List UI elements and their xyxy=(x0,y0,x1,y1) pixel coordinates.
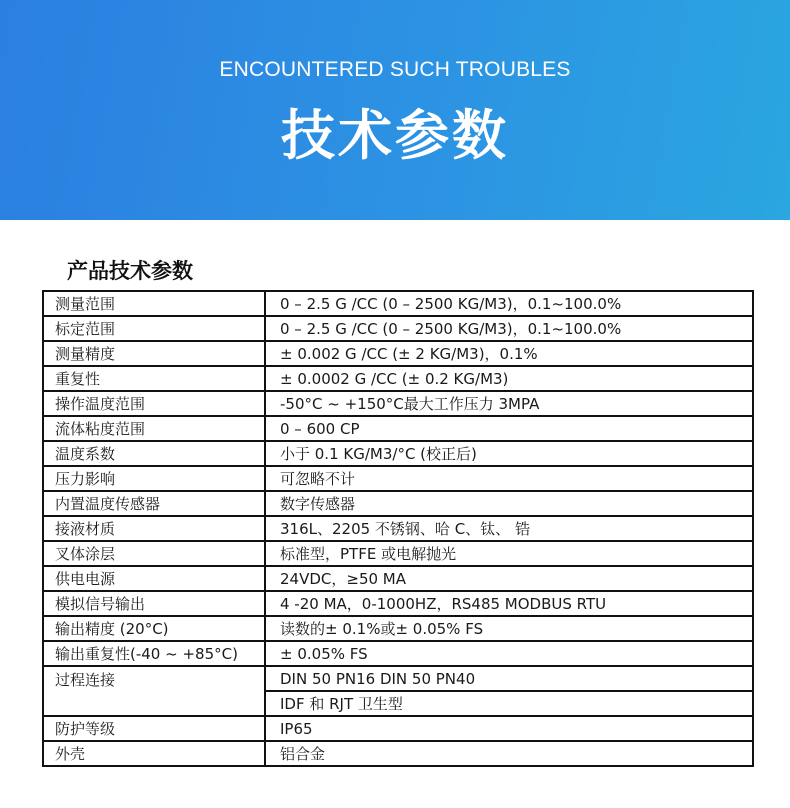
table-row xyxy=(43,491,753,516)
spec-label: 操作温度范围 xyxy=(43,391,265,416)
spec-value: DIN 50 PN16 DIN 50 PN40 xyxy=(265,666,753,691)
spec-value: 0 – 2.5 G /CC (0 – 2500 KG/M3)，0.1~100.0% xyxy=(265,316,753,341)
spec-label: 过程连接 xyxy=(43,666,265,716)
spec-value: ± 0.002 G /CC (± 2 KG/M3)，0.1% xyxy=(265,341,753,366)
table-row xyxy=(43,341,753,366)
spec-label: 测量范围 xyxy=(43,291,265,316)
table-row xyxy=(43,741,753,766)
spec-value: IP65 xyxy=(265,716,753,741)
spec-value: 小于 0.1 KG/M3/°C (校正后) xyxy=(265,441,753,466)
spec-value: 读数的± 0.1%或± 0.05% FS xyxy=(265,616,753,641)
table-row xyxy=(43,366,753,391)
spec-label: 流体粘度范围 xyxy=(43,416,265,441)
banner-title: 技术参数 xyxy=(281,104,509,167)
table-row xyxy=(43,391,753,416)
spec-label: 供电电源 xyxy=(43,566,265,591)
table-row xyxy=(43,616,753,641)
spec-label: 接液材质 xyxy=(43,516,265,541)
spec-value: 标准型，PTFE 或电解抛光 xyxy=(265,541,753,566)
spec-value: 4 -20 MA，0-1000HZ，RS485 MODBUS RTU xyxy=(265,591,753,616)
table-row xyxy=(43,591,753,616)
spec-value: 24VDC，≥50 MA xyxy=(265,566,753,591)
spec-value: 铝合金 xyxy=(265,741,753,766)
table-row xyxy=(43,666,753,691)
spec-label: 内置温度传感器 xyxy=(43,491,265,516)
spec-value: 316L、2205 不锈钢、哈 C、钛、 锆 xyxy=(265,516,753,541)
table-row xyxy=(43,441,753,466)
table-row xyxy=(43,566,753,591)
spec-value: 0 – 2.5 G /CC (0 – 2500 KG/M3)，0.1~100.0% xyxy=(265,291,753,316)
spec-value: ± 0.05% FS xyxy=(265,641,753,666)
spec-label: 输出精度 (20°C) xyxy=(43,616,265,641)
spec-value: -50°C ~ +150°C最大工作压力 3MPA xyxy=(265,391,753,416)
spec-table xyxy=(42,290,754,767)
table-row xyxy=(43,541,753,566)
spec-value: 数字传感器 xyxy=(265,491,753,516)
spec-label: 输出重复性(-40 ~ +85°C) xyxy=(43,641,265,666)
spec-value: ± 0.0002 G /CC (± 0.2 KG/M3) xyxy=(265,366,753,391)
spec-table-body xyxy=(43,291,753,766)
spec-label: 重复性 xyxy=(43,366,265,391)
table-row xyxy=(43,641,753,666)
table-row xyxy=(43,291,753,316)
spec-value: IDF 和 RJT 卫生型 xyxy=(265,691,753,716)
table-row xyxy=(43,716,753,741)
spec-label: 防护等级 xyxy=(43,716,265,741)
spec-label: 外壳 xyxy=(43,741,265,766)
spec-label: 测量精度 xyxy=(43,341,265,366)
spec-label: 标定范围 xyxy=(43,316,265,341)
spec-label: 叉体涂层 xyxy=(43,541,265,566)
banner-subtitle: ENCOUNTERED SUCH TROUBLES xyxy=(219,58,571,81)
table-row xyxy=(43,516,753,541)
spec-label: 温度系数 xyxy=(43,441,265,466)
table-row xyxy=(43,416,753,441)
spec-value: 0 – 600 CP xyxy=(265,416,753,441)
spec-label: 模拟信号输出 xyxy=(43,591,265,616)
header-banner xyxy=(0,0,790,220)
spec-value: 可忽略不计 xyxy=(265,466,753,491)
spec-label: 压力影响 xyxy=(43,466,265,491)
table-row xyxy=(43,316,753,341)
section-title: 产品技术参数 xyxy=(67,259,193,283)
table-row xyxy=(43,466,753,491)
